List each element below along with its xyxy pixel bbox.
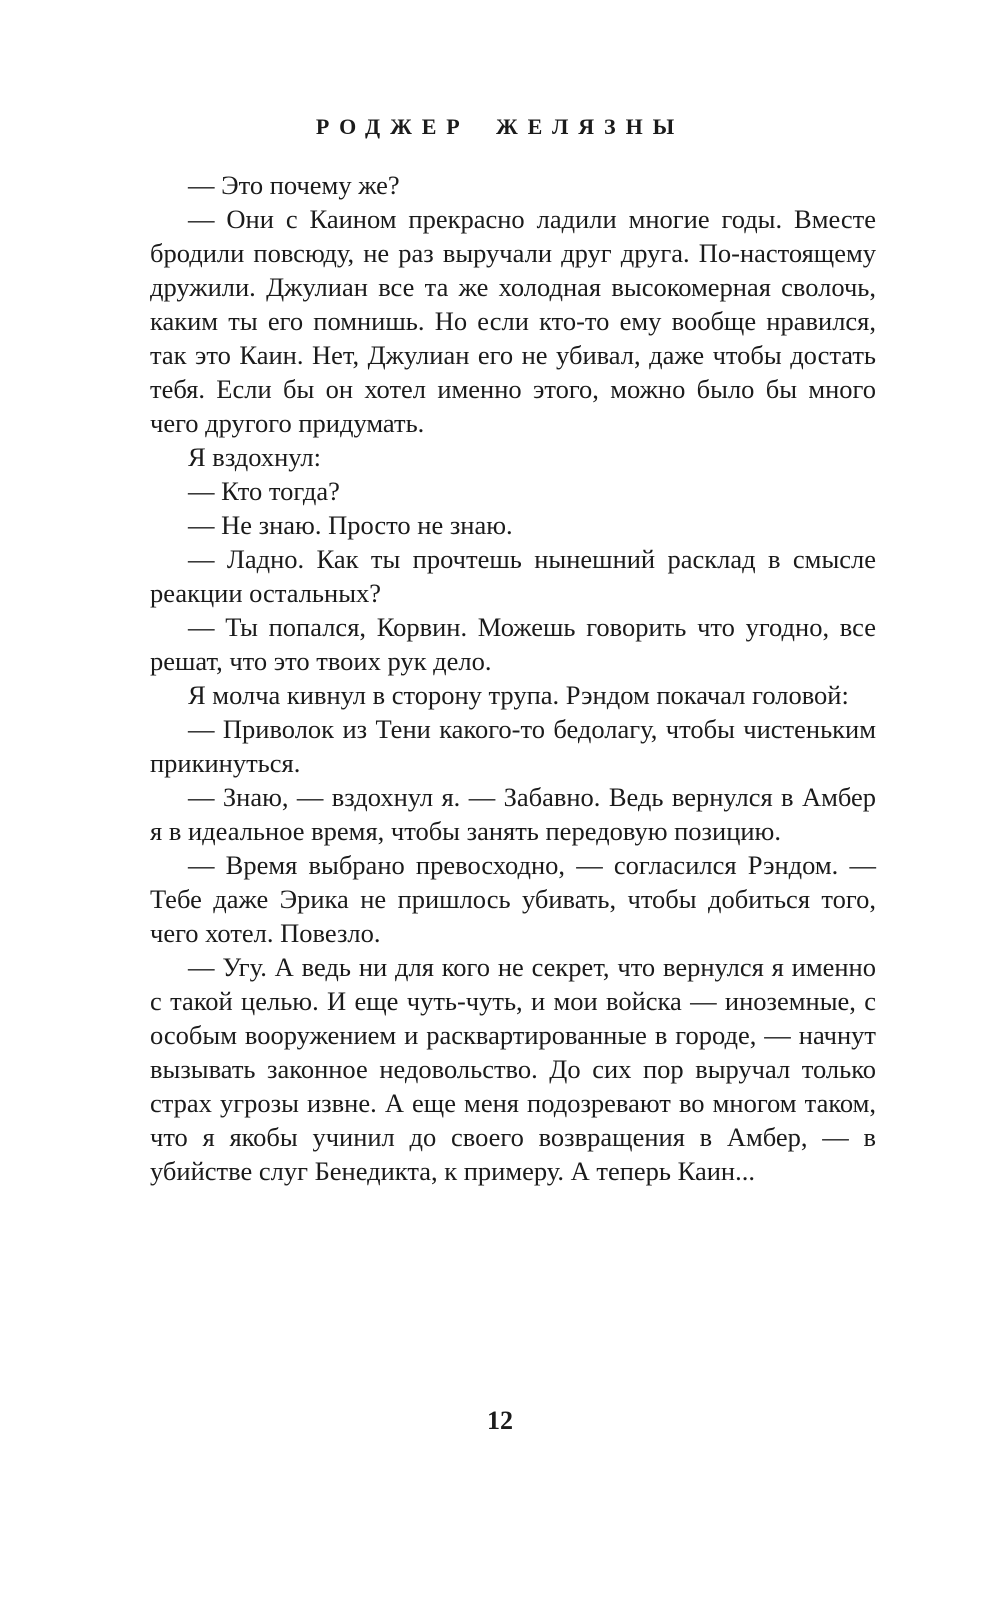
- page-number: 12: [487, 1406, 513, 1435]
- paragraph: — Угу. А ведь ни для кого не секрет, что вернулся я именно с такой целью. И еще чуть-чуть, и мои войска — иноземные, с особым вооружением и расквартированные в городе, — начнут вызывать законное недовольство. До сих пор выручал только страх угрозы извне. А еще меня подозревают во многом таком, что я якобы учинил до своего возвращения в Амбер, — в убийстве слуг Бенедикта, к примеру. А теперь Каин...: [150, 952, 876, 1186]
- paragraph: — Не знаю. Просто не знаю.: [188, 510, 513, 540]
- paragraph: — Это почему же?: [188, 170, 400, 200]
- paragraph: — Ладно. Как ты прочтешь нынешний расклад в смысле реакции остальных?: [150, 544, 876, 608]
- paragraph: — Знаю, — вздохнул я. — Забавно. Ведь вернулся в Амбер я в идеальное время, чтобы занять передовую позицию.: [150, 782, 876, 846]
- paragraph: — Время выбрано превосходно, — согласился Рэндом. — Тебе даже Эрика не пришлось убивать, чтобы добиться того, чего хотел. Повезло.: [150, 850, 876, 948]
- body-text: [150, 168, 876, 1188]
- running-header-author: РОДЖЕР ЖЕЛЯЗНЫ: [315, 114, 685, 139]
- paragraph: Я молча кивнул в сторону трупа. Рэндом покачал головой:: [188, 680, 849, 710]
- paragraph: — Кто тогда?: [188, 476, 340, 506]
- paragraph: Я вздохнул:: [188, 442, 321, 472]
- paragraph: — Приволок из Тени какого-то бедолагу, чтобы чистеньким прикинуться.: [150, 714, 876, 778]
- paragraph: — Ты попался, Корвин. Можешь говорить что угодно, все решат, что это твоих рук дело.: [150, 612, 876, 676]
- paragraph: — Они с Каином прекрасно ладили многие годы. Вместе бродили повсюду, не раз выручали друг друга. По-настоящему дружили. Джулиан все та же холодная высокомерная сволочь, каким ты его помнишь. Но если кто-то ему вообще нравился, так это Каин. Нет, Джулиан его не убивал, даже чтобы достать тебя. Если бы он хотел именно этого, можно было бы много чего другого придумать.: [150, 204, 876, 438]
